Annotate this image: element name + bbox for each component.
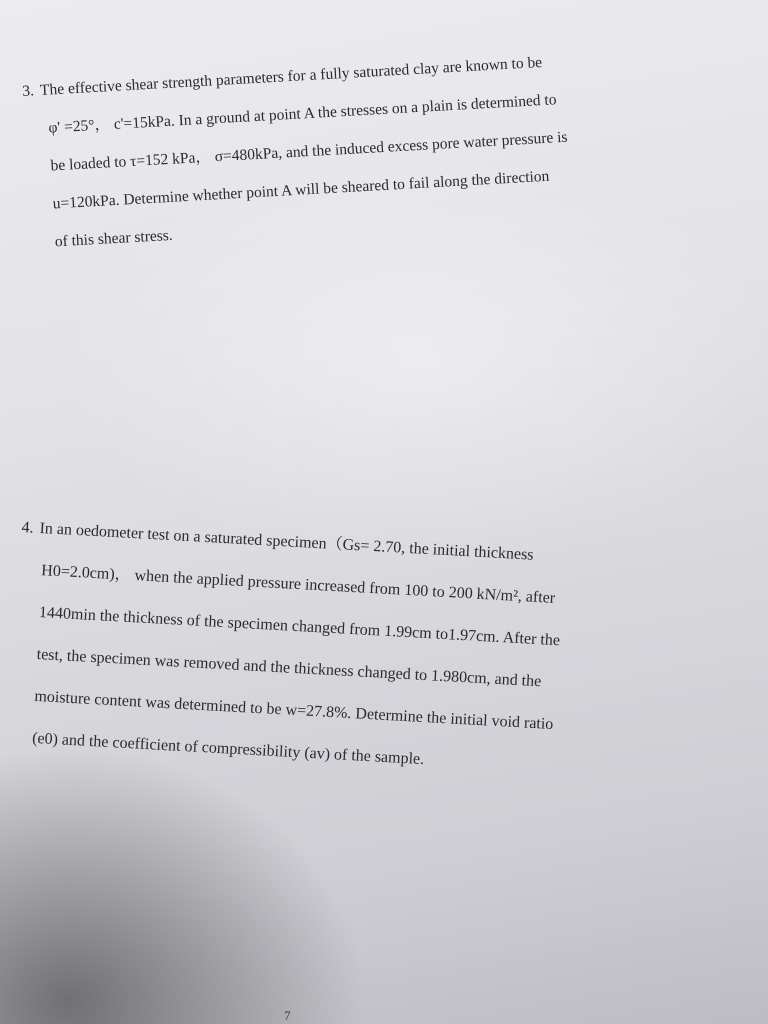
problem-4-line-4: test, the specimen was removed and the thickness changed to 1.980cm, and the [36, 646, 542, 691]
problem-3-line-5: of this shear stress. [54, 226, 174, 251]
problem-4-line-2: H0=2.0cm)， when the applied pressure increased from 100 to 200 kN/m², after [40, 562, 556, 607]
problem-4 [8, 520, 646, 805]
problem-3-text-1: The effective shear strength parameters for a fully saturated clay are known to be [39, 53, 543, 99]
problem-4-line-5: moisture content was determined to be w=27.8%. Determine the initial void ratio [34, 687, 554, 734]
problem-3-line-2: φ' =25°， c'=15kPa. In a ground at point A the stresses on a plain is determined to [48, 91, 557, 137]
problem-4-text-1: In an oedometer test on a saturated specimen（Gs= 2.70, the initial thickness [39, 519, 534, 564]
page-number: 7 [284, 1008, 291, 1023]
problem-4-line-3: 1440min the thickness of the specimen changed from 1.99cm to1.97cm. After the [38, 604, 561, 650]
problem-3-line-4: u=120kPa. Determine whether point A will be sheared to fail along the direction [52, 167, 550, 213]
problem-3 [22, 48, 672, 273]
problem-3-line-3: be loaded to τ=152 kPa， σ=480kPa, and the induced excess pore water pressure is [50, 128, 568, 175]
problem-4-line-6: (e0) and the coefficient of compressibility (av) of the sample. [31, 729, 425, 769]
problem-3-number: 3. [21, 82, 35, 100]
problem-4-number: 4. [21, 519, 35, 537]
